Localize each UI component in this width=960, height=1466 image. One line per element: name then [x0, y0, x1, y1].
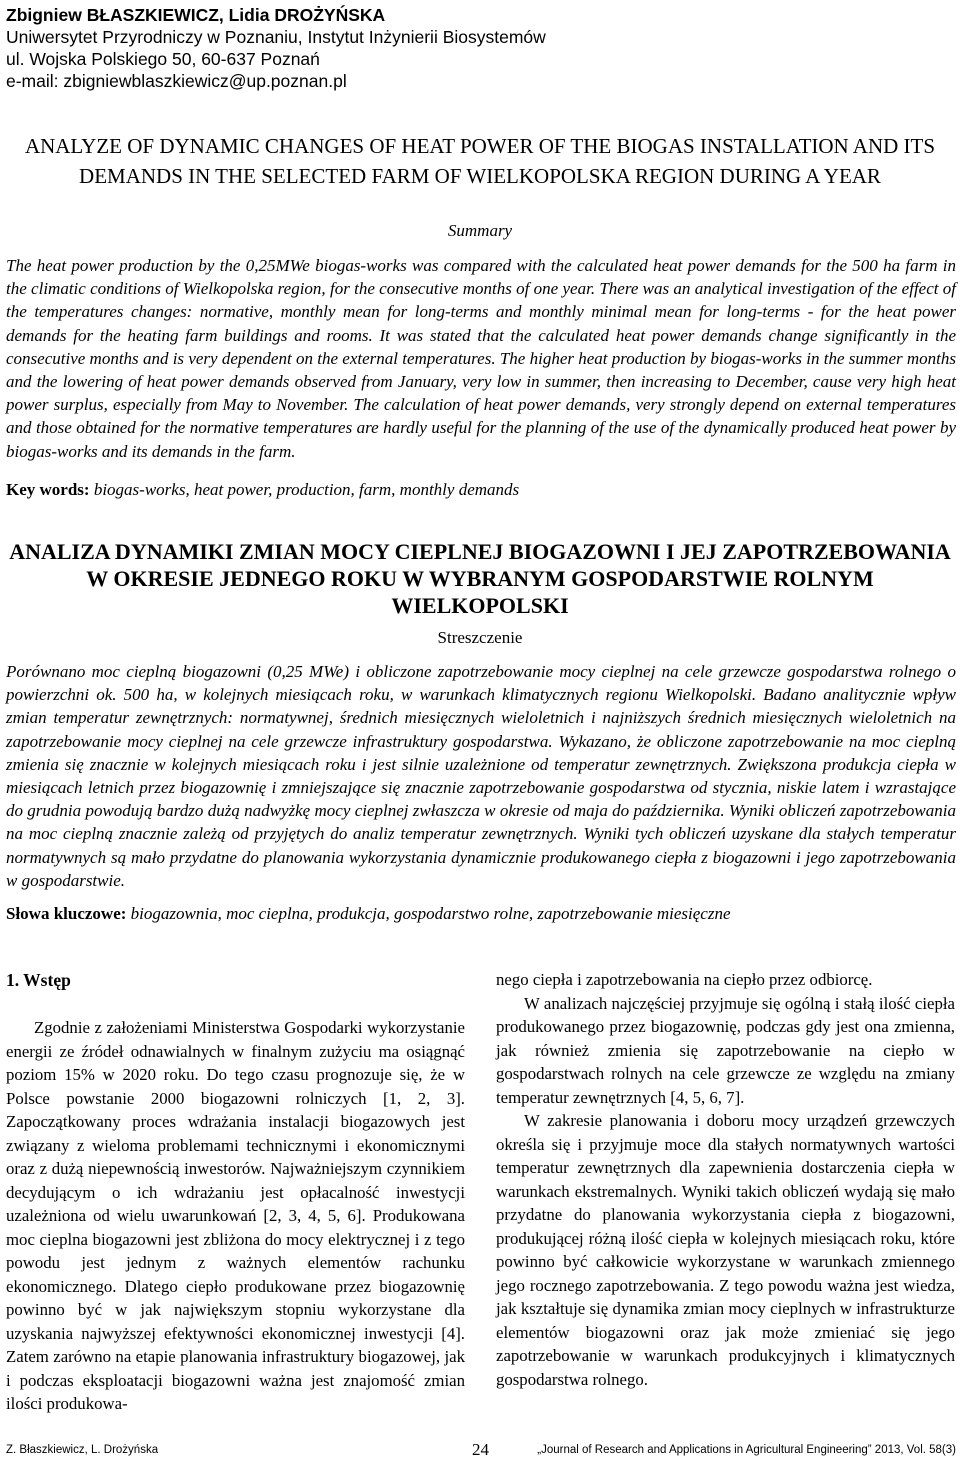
planning-paragraph: W zakresie planowania i doboru mocy urządzeń grzewczych określa się i przyjmuje moce dla stałych normatywnych wartości temperatur zewnętrznych dla zapewnienia dostarczenia ciepła w warunkach ekstremalnych. Wyniki takich obliczeń wydają się mało przydatne do planowania wykorzystania ciepła z biogazowni, produkującej różną ilość ciepła w kolejnych miesiącach roku, które powinno być całkowicie wykorzystane w warunkach zmiennego jego rocznego zapotrzebowania. Z tego powodu ważna jest wiedza, jak kształtuje się dynamika zmian mocy cieplnych w infrastrukturze elementów biogazowni oraz jak może zmieniać się jego zapotrzebowanie w warunkach produkcyjnych i klimatycznych gospodarstwa rolnego.	[496, 1111, 955, 1389]
right-column	[496, 968, 955, 1391]
page-footer	[6, 1440, 956, 1464]
left-column	[6, 968, 465, 1416]
author-block	[6, 4, 546, 92]
slowa-kluczowe-label: Słowa kluczowe:	[6, 904, 127, 923]
page-number: 24	[472, 1440, 489, 1459]
english-abstract: The heat power production by the 0,25MWe biogas-works was compared with the calculated heat power demands for the 500 ha farm in the climatic conditions of Wielkopolska region, for the consecutive months of one year. There was an analytical investigation of the effect of the temperatures changes: normative, monthly mean for long-terms and monthly minimal mean for long-terms - for the heat power demands for the heating farm buildings and rooms. It was stated that the calculated heat power demands change significantly in the consecutive months and is very dependent on the external temperatures. The higher heat production by biogas-works in the summer months and the lowering of heat power demands observed from January, very low in summer, then increasing to December, cause very high heat power surplus, especially from May to November. The calculation of heat power demands, very strongly depend on external temperatures and those obtained for the normative temperatures are hardly useful for the planning of the use of the dynamically produced heat power by biogas-works and its demands in the farm.	[6, 256, 956, 461]
polish-abstract: Porównano moc cieplną biogazowni (0,25 MWe) i obliczone zapotrzebowanie mocy cieplnej na cele grzewcze gospodarstwa rolnego o powierzchni ok. 500 ha, w kolejnych miesiącach roku, w warunkach klimatycznych regionu Wielkopolski. Badano analitycznie wpływ zmian temperatur zewnętrznych: normatywnej, średnich miesięcznych wieloletnich i najniższych średnich miesięcznych wieloletnich na zapotrzebowanie mocy cieplnej na cele grzewcze infrastruktury gospodarstwa. Wykazano, że obliczone zapotrzebowanie na moc cieplną zmienia się znacznie w kolejnych miesiącach roku i jest silnie uzależnione od temperatur zewnętrznych. Zwiększona produkcja ciepła w miesiącach letnich przez biogazownię i zmniejszające się znacznie zapotrzebowanie gospodarstwa od stycznia, niskie latem i wzrastające do grudnia powodują bardzo dużą nadwyżkę mocy cieplnej zwłaszcza w okresie od maja do października. Wyniki obliczeń zapotrzebowania na moc cieplną znacznie zależą od przyjętych do analiz temperatur zewnętrznych. Wyniki tych obliczeń uzyskane dla stałych temperatur normatywnych są mało przydatne do planowania wykorzystania dynamicznie produkowanego ciepła z biogazowni i jego zapotrzebowania w gospodarstwie.	[6, 662, 956, 890]
email: e-mail: zbigniewblaszkiewicz@up.poznan.pl	[6, 71, 347, 91]
slowa-kluczowe-text: biogazownia, moc cieplna, produkcja, gospodarstwo rolne, zapotrzebowanie miesięczne	[130, 904, 731, 923]
polish-keywords	[6, 902, 956, 925]
footer-journal: „Journal of Research and Applications in Agricultural Engineering” 2013, Vol. 58(3)	[537, 1444, 956, 1456]
author-names: Zbigniew BŁASZKIEWICZ, Lidia DROŻYŃSKA	[6, 5, 386, 25]
keywords-text: biogas-works, heat power, production, farm, monthly demands	[93, 480, 520, 499]
address: ul. Wojska Polskiego 50, 60-637 Poznań	[6, 49, 320, 69]
continued-paragraph: nego ciepła i zapotrzebowania na ciepło przez odbiorcę.	[496, 970, 873, 989]
english-keywords	[6, 478, 956, 501]
keywords-label: Key words:	[6, 480, 90, 499]
intro-paragraph: Zgodnie z założeniami Ministerstwa Gospodarki wykorzystanie energii ze źródeł odnawialnych w finalnym zużyciu ma osiągnąć poziom 15% w 2020 roku. Do tego czasu prognozuje się, że w Polsce powstanie 2000 biogazowni rolniczych [1, 2, 3]. Zapoczątkowany proces wdrażania instalacji biogazowych jest związany z wieloma problemami technicznymi i ekonomicznymi oraz z dużą niepewnością inwestorów. Najważniejszym czynnikiem decydującym o ich wdrażaniu jest opłacalność inwestycji uzależniona od wielu uwarunkowań [2, 3, 4, 5, 6]. Produkowana moc cieplna biogazowni jest zbliżona do mocy elektrycznej i z tego powodu jest jednym z ważnych elementów rachunku ekonomicznego. Dlatego ciepło produkowane przez biogazownię powinno być w jak największym stopniu wykorzystane dla uzyskania najwyższej efektywności ekonomicznej inwestycji [4]. Zatem zarówno na etapie planowania infrastruktury biogazowej, jak i podczas eksploatacji biogazowni ważna jest znajomość zmian ilości produkowa-	[6, 1018, 465, 1413]
section-heading: 1. Wstęp	[6, 970, 71, 990]
english-title: ANALYZE OF DYNAMIC CHANGES OF HEAT POWER OF THE BIOGAS INSTALLATION AND ITS DEMANDS IN THE SELECTED FARM OF WIELKOPOLSKA REGION DURING A YEAR	[24, 134, 936, 188]
polish-title: ANALIZA DYNAMIKI ZMIAN MOCY CIEPLNEJ BIOGAZOWNI I JEJ ZAPOTRZEBOWANIA W OKRESIE JEDNEGO ROKU W WYBRANYM GOSPODARSTWIE ROLNYM WIELKOPOLSKI	[9, 539, 951, 618]
analysis-paragraph: W analizach najczęściej przyjmuje się ogólną i stałą ilość ciepła produkowanego przez biogazownię, podczas gdy jest ona zmienna, jak również zmienia się zapotrzebowanie na ciepło w gospodarstwach rolnych na cele grzewcze ze względu na zmiany temperatur zewnętrznych [4, 5, 6, 7].	[496, 993, 955, 1107]
footer-authors: Z. Błaszkiewicz, L. Drożyńska	[6, 1444, 159, 1456]
affiliation: Uniwersytet Przyrodniczy w Poznaniu, Instytut Inżynierii Biosystemów	[6, 27, 546, 47]
streszczenie-label: Streszczenie	[437, 628, 523, 647]
summary-label: Summary	[447, 221, 513, 240]
